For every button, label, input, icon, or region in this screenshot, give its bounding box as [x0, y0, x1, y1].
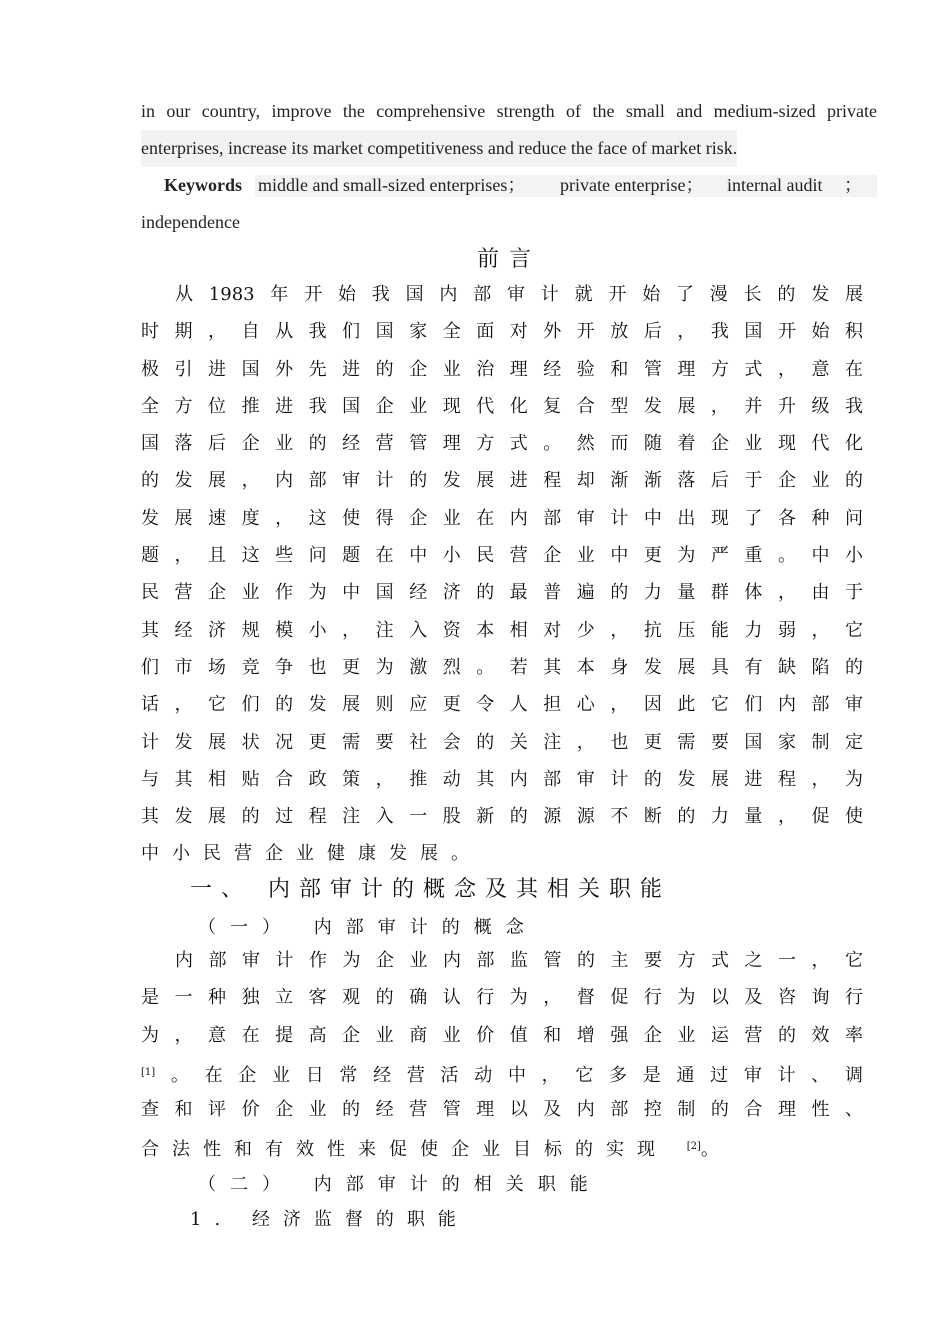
preface-line: 极引进国外先进的企业治理经验和管理方式，意在 [141, 358, 863, 380]
abstract-line-1: in our country, improve the comprehensive strength of the small and medium-sized private [141, 101, 877, 121]
preface-line: 话，它们的发展则应更令人担心，因此它们内部审 [141, 694, 863, 716]
section-1-title: 一、 内部审计的概念及其相关职能 [190, 877, 671, 902]
citation-2: [2] [686, 1141, 701, 1153]
concept-line-6 [141, 1128, 863, 1165]
preface-line: 其经济规模小，注入资本相对少，抗压能力弱，它 [141, 619, 863, 641]
citation-1: [1] [141, 1066, 156, 1078]
preface-line: 发展速度，这使得企业在内部审计中出现了各种问 [141, 507, 863, 529]
concept-line-3: 为，意在提高企业商业价值和增强企业运营的效率 [141, 1024, 863, 1046]
preface-line: 民营企业作为中国经济的最普遍的力量群体，由于 [141, 582, 863, 604]
concept-line-1: 内部审计作为企业内部监管的主要方式之一，它 [175, 950, 863, 971]
preface-line: 们市场竞争也更为激烈。若其本身发展具有缺陷的 [141, 656, 863, 678]
section-1-1-title: （一） 内部审计的概念 [198, 917, 538, 938]
keyword-4: independence [141, 212, 240, 232]
preface-title: 前言 [476, 247, 541, 272]
preface-line: 中小民营企业健康发展。 [141, 843, 482, 865]
concept-line-4 [141, 1054, 863, 1091]
keywords-row [141, 167, 877, 204]
concept-line-4-text: 。在企业日常经营活动中，它多是通过审计、调 [155, 1064, 863, 1086]
preface-line: 从1983年开始我国内部审计就开始了漫长的发展 [175, 284, 863, 305]
preface-line: 全方位推进我国企业现代化复合型发展，并升级我 [141, 395, 863, 417]
preface-line: 的发展，内部审计的发展进程却渐渐落后于企业的 [141, 470, 863, 492]
preface-line: 题，且这些问题在中小民营企业中更为严重。中小 [141, 545, 863, 567]
preface-line: 计发展状况更需要社会的关注，也更需要国家制定 [141, 731, 863, 753]
concept-line-6-text: 合法性和有效性来促使企业目标的实现 [141, 1139, 668, 1161]
section-1-2-title: （二） 内部审计的相关职能 [198, 1174, 602, 1195]
preface-line: 与其相贴合政策，推动其内部审计的发展进程，为 [141, 768, 863, 790]
abstract-line-2: enterprises, increase its market competitiveness and reduce the face of market risk. [141, 130, 737, 167]
function-item-1: 1. 经济监督的职能 [190, 1209, 469, 1230]
concept-paragraph [141, 942, 863, 1166]
keywords-label: Keywords [164, 175, 242, 195]
keyword-separator: ； [844, 175, 862, 195]
concept-line-5: 查和评价企业的经营管理以及内部控制的合理性、 [141, 1099, 863, 1121]
keyword-2: private enterprise； [560, 175, 704, 195]
concept-line-2: 是一种独立客观的确认行为，督促行为以及咨询行 [141, 987, 863, 1009]
concept-line-6-end: 。 [700, 1139, 732, 1161]
preface-line: 国落后企业的经营管理方式。然而随着企业现代化 [141, 433, 863, 455]
preface-line: 时期，自从我们国家全面对外开放后，我国开始积 [141, 321, 863, 343]
keyword-3: internal audit [727, 175, 823, 195]
keyword-1: middle and small-sized enterprises； [258, 175, 526, 195]
preface-paragraph [141, 276, 863, 873]
preface-line: 其发展的过程注入一股新的源源不断的力量，促使 [141, 806, 863, 828]
